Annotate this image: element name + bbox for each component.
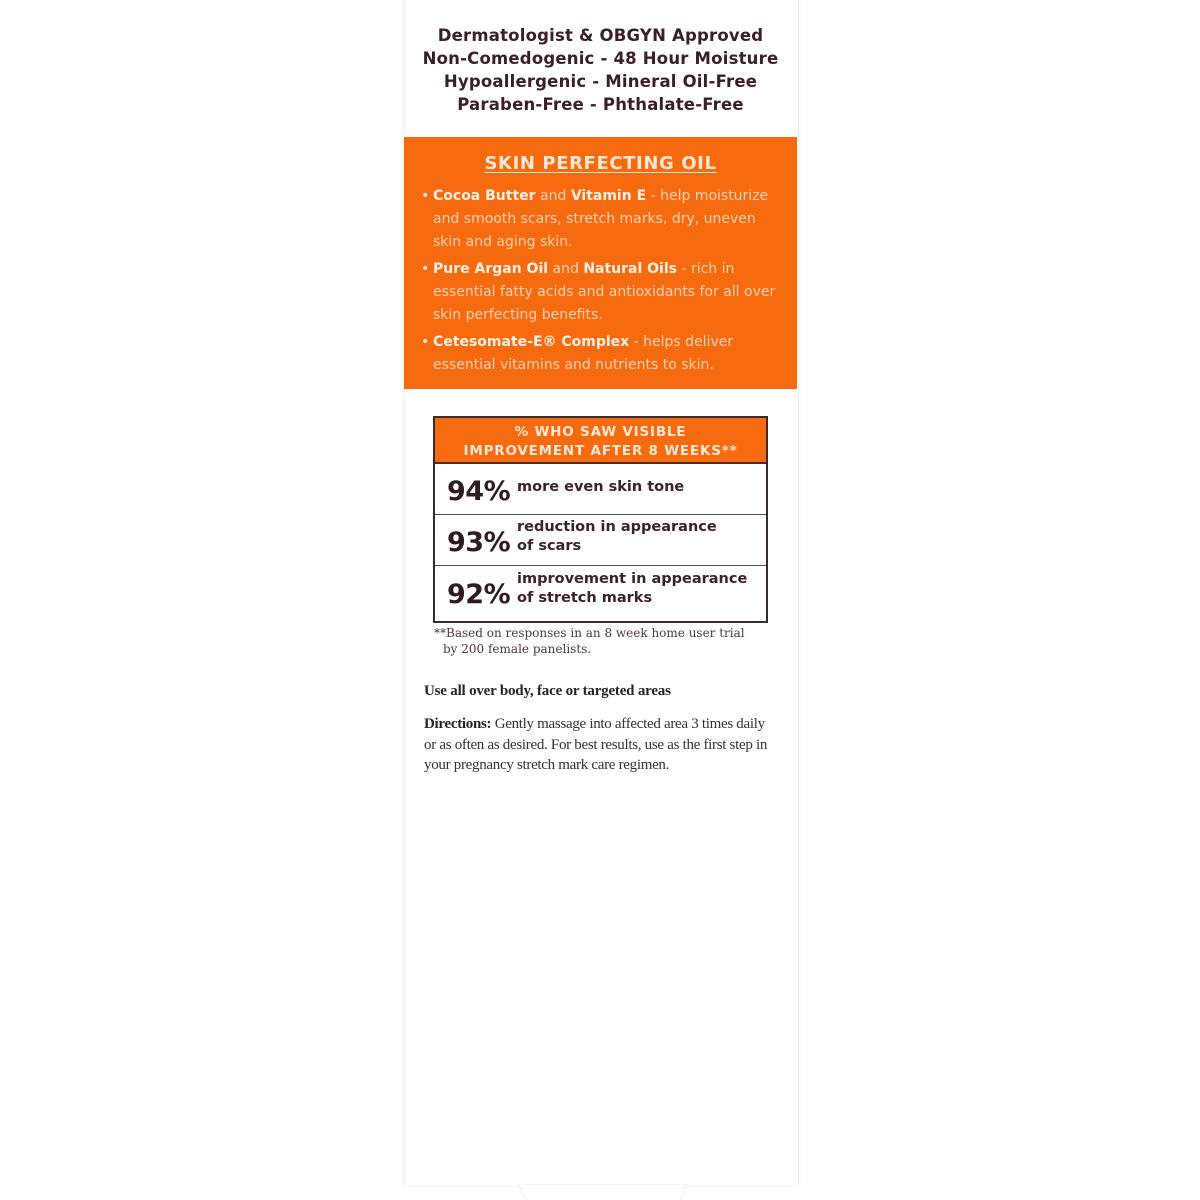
ingredient-description: - help moisturize and smooth scars, stretch marks, dry, uneven skin and aging skin.	[433, 188, 769, 250]
stat-percent: 93%	[447, 526, 511, 558]
ingredient-description: - helps deliver essential vitamins and nutrients to skin.	[433, 334, 734, 373]
stat-percent: 92%	[447, 578, 511, 610]
claim-line: Dermatologist & OBGYN Approved	[437, 26, 764, 45]
connector-text: and	[548, 261, 584, 277]
claim-line: Non-Comedogenic - 48 Hour Moisture	[422, 49, 779, 68]
ingredient-description: - rich in essential fatty acids and antioxidants for all over skin perfecting benefits.	[433, 261, 776, 323]
ingredient-name: Pure Argan Oil	[433, 261, 549, 277]
improvement-stats-table	[433, 416, 768, 623]
product-claims	[404, 24, 797, 116]
stat-description-line: reduction in appearance	[517, 519, 717, 535]
skin-perfecting-oil-section	[404, 137, 797, 389]
stats-header	[435, 418, 766, 464]
bullet-icon: •	[421, 188, 430, 204]
footnote-line: by 200 female panelists.	[443, 642, 592, 656]
stat-description-line: improvement in appearance	[517, 571, 748, 587]
directions-label: Directions:	[424, 716, 492, 732]
directions-text	[424, 714, 774, 776]
stat-description-line: more even skin tone	[517, 478, 685, 495]
bullet-icon: •	[421, 261, 430, 277]
stats-header-line: % WHO SAW VISIBLE	[514, 424, 687, 440]
stats-row	[435, 464, 766, 515]
stat-description-line: of scars	[517, 538, 582, 554]
section-title: SKIN PERFECTING OIL	[484, 153, 717, 174]
stats-row	[435, 566, 766, 618]
trial-footnote	[434, 625, 774, 657]
stats-header-line: IMPROVEMENT AFTER 8 WEEKS**	[463, 443, 738, 459]
claim-line: Paraben-Free - Phthalate-Free	[457, 95, 744, 114]
stat-percent: 94%	[447, 475, 511, 507]
bullet-item	[421, 258, 787, 327]
bullet-item	[421, 331, 787, 377]
ingredient-name: Cetesomate-E® Complex	[433, 334, 630, 350]
directions-body: Gently massage into affected area 3 times daily or as often as desired. For best results, use as the first step in your pregnancy stretch mark care regimen.	[424, 716, 768, 773]
ingredient-bullets	[421, 185, 787, 381]
claim-line: Hypoallergenic - Mineral Oil-Free	[443, 72, 758, 91]
stats-row	[435, 515, 766, 566]
usage-note: Use all over body, face or targeted areas	[424, 683, 671, 699]
footnote-line: **Based on responses in an 8 week home user trial	[434, 626, 745, 640]
connector-text: and	[535, 188, 571, 204]
ingredient-name: Natural Oils	[583, 261, 677, 277]
ingredient-name: Vitamin E	[570, 188, 647, 204]
stat-description	[517, 478, 684, 497]
bullet-item	[421, 185, 787, 254]
box-tab-notch	[518, 1184, 687, 1200]
bullet-icon: •	[421, 334, 430, 350]
stat-description	[517, 518, 717, 556]
stat-description-line: of stretch marks	[517, 590, 653, 606]
ingredient-name: Cocoa Butter	[433, 188, 536, 204]
stat-description	[517, 570, 747, 608]
